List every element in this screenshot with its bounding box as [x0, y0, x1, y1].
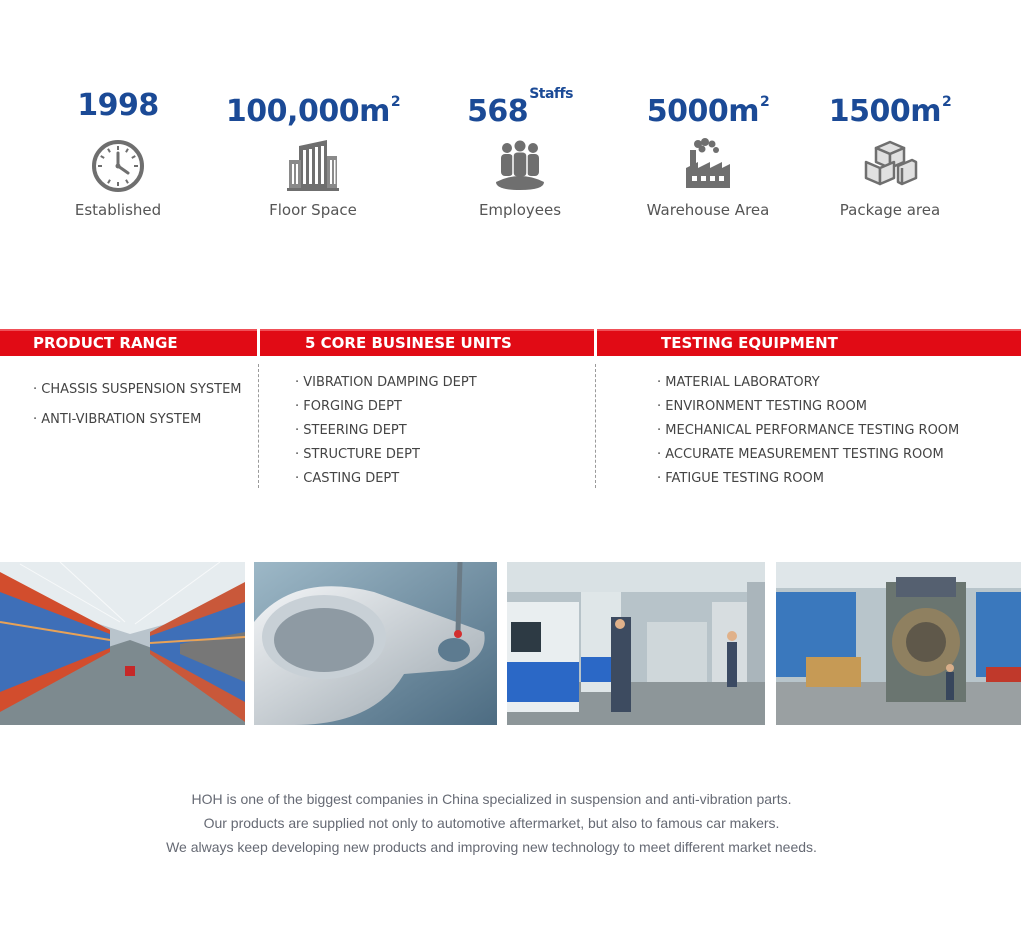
list-item: · CASTING DEPT [295, 471, 400, 486]
product-range-header: PRODUCT RANGE [0, 329, 257, 356]
list-item: · FORGING DEPT [295, 399, 402, 414]
stat-floor-space [213, 84, 413, 219]
description-line: We always keep developing new products and improving new technology to meet different market needs. [166, 839, 817, 855]
testing-equipment-list [657, 371, 959, 491]
description-line: Our products are supplied not only to automotive aftermarket, but also to famous car makers. [203, 815, 780, 831]
stat-label: Floor Space [269, 201, 357, 219]
list-item: · ENVIRONMENT TESTING ROOM [657, 399, 867, 414]
list-item: · VIBRATION DAMPING DEPT [295, 375, 477, 390]
stat-warehouse [608, 84, 808, 219]
building-icon [283, 138, 343, 194]
stat-established [18, 84, 218, 219]
description-line: HOH is one of the biggest companies in China specialized in suspension and anti-vibration parts. [191, 791, 792, 807]
stat-package [790, 84, 990, 219]
list-item: · CHASSIS SUSPENSION SYSTEM [33, 382, 242, 397]
stat-number: $1500m^2$ [828, 94, 952, 129]
part-inspection-photo [254, 562, 497, 725]
list-item: · MATERIAL LABORATORY [657, 375, 820, 390]
core-units-list [295, 371, 477, 491]
stat-label: Package area [839, 201, 941, 219]
list-item: · ACCURATE MEASUREMENT TESTING ROOM [657, 447, 944, 462]
testing-equipment-header: TESTING EQUIPMENT [597, 329, 1021, 356]
stats-row [0, 84, 1021, 244]
column-divider [258, 364, 259, 488]
list-item: · MECHANICAL PERFORMANCE TESTING ROOM [657, 423, 960, 438]
column-divider [595, 364, 596, 488]
stat-number: 1998 [77, 88, 159, 123]
core-units-header: 5 CORE BUSINESE UNITS [260, 329, 594, 356]
stat-employees [420, 84, 620, 219]
boxes-icon [860, 138, 920, 194]
people-icon [490, 138, 550, 194]
stat-label: Employees [478, 201, 562, 219]
stat-number: $100,000m^2$ [225, 94, 401, 129]
product-range-list [33, 375, 242, 435]
clock-icon [88, 138, 148, 194]
list-item: · FATIGUE TESTING ROOM [657, 471, 824, 486]
stat-number: $568^{Staffs}$ [467, 86, 573, 129]
stat-number: $5000m^2$ [646, 94, 770, 129]
list-item: · STRUCTURE DEPT [295, 447, 420, 462]
warehouse-photo [0, 562, 245, 725]
forging-press-photo [776, 562, 1021, 725]
list-item: · ANTI-VIBRATION SYSTEM [33, 412, 202, 427]
stat-label: Warehouse Area [646, 201, 770, 219]
stat-label: Established [74, 201, 162, 219]
factory-icon [678, 138, 738, 194]
list-item: · STEERING DEPT [295, 423, 407, 438]
cnc-machining-photo [507, 562, 765, 725]
company-description [0, 787, 983, 859]
